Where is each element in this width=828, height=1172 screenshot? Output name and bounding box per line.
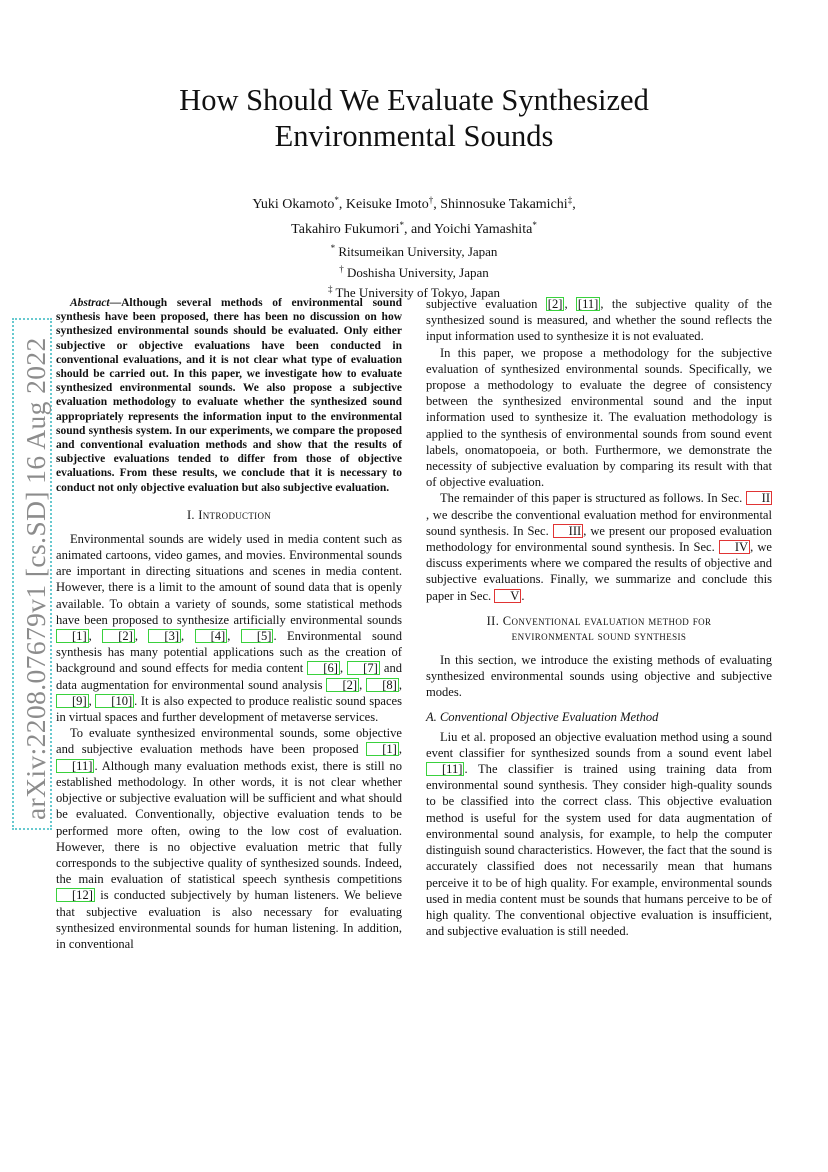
authors-line-2: [80, 215, 748, 240]
citation-link[interactable]: [11]: [426, 762, 464, 776]
author-name: Takahiro Fukumori: [291, 222, 400, 237]
section-title: Introduction: [198, 507, 272, 522]
right-column: [426, 296, 772, 939]
affiliation-mark: *: [334, 195, 339, 205]
affiliation-mark: *: [330, 243, 336, 253]
citation-link[interactable]: [7]: [347, 661, 380, 675]
affiliation-list: [80, 240, 748, 302]
subsection-heading-a: A. Conventional Objective Evaluation Method: [426, 710, 659, 725]
citation-link[interactable]: [9]: [56, 694, 89, 708]
citation-link[interactable]: [4]: [195, 629, 228, 643]
authors-line-1: [80, 190, 748, 215]
affiliation-name: Ritsumeikan University, Japan: [338, 244, 498, 259]
citation-link[interactable]: [8]: [366, 678, 399, 692]
affiliation-mark: ‡: [327, 284, 333, 294]
abstract-label: Abstract: [70, 297, 110, 309]
section-reference-link[interactable]: V: [494, 589, 521, 603]
affiliation-mark: *: [399, 220, 404, 230]
intro-paragraph-3: subjective evaluation [2] , [11] , the subjective quality of the synthesized sound is measured, and whether the sound reflects the input information used to synthesize it is not evaluated.: [426, 297, 772, 344]
section-heading-conventional: [426, 614, 772, 644]
author-name: , Keisuke Imoto: [338, 197, 429, 212]
affiliation-mark: *: [532, 220, 537, 230]
author-name: , and Yoichi Yamashita: [403, 222, 533, 237]
intro-paragraph-1: Environmental sounds are widely used in media content such as animated cartoons, video games, and movies. Environmental sounds are important in directing situations and scenes in media content. However, there is a limit to the amount of sound data that is openly available. To obtain a variety of sounds, some statistical methods have been proposed to synthesize artificially environmental sounds [1] , [2] , [3] , [4] , [5] . Environmental sound synthesis has many potential applications such as the creation of background and sound effects for media content [6] , [7] and data augmentation for environmental sound analysis [2] , [8] , [9] , [10] . It is also expected to produce realistic sound spaces in virtual spaces and further development of metaverse services.: [56, 531, 403, 725]
citation-link[interactable]: [10]: [95, 694, 134, 708]
citation-link[interactable]: [2]: [547, 297, 563, 311]
citation-link[interactable]: [3]: [148, 629, 181, 643]
section-title-line-1: II. Conventional evaluation method for: [486, 613, 712, 628]
citation-link[interactable]: [1]: [366, 742, 399, 756]
citation-link[interactable]: [5]: [241, 629, 274, 643]
section-reference-link[interactable]: III: [553, 524, 584, 538]
affiliation-name: The University of Tokyo, Japan: [335, 285, 501, 300]
section-heading-introduction: [56, 507, 402, 523]
author-name: Yuki Okamoto: [252, 197, 335, 212]
author-list: [80, 190, 748, 240]
section-reference-link[interactable]: IV: [719, 540, 750, 554]
title-line-1: How Should We Evaluate Synthesized: [179, 83, 649, 117]
left-column: [56, 296, 402, 952]
section-title-line-2: environmental sound synthesis: [511, 628, 687, 643]
section-number: I.: [186, 507, 199, 522]
citation-link[interactable]: [2]: [326, 678, 359, 692]
section-reference-link[interactable]: II: [746, 491, 772, 505]
title-block: [80, 82, 748, 302]
citation-link[interactable]: [6]: [307, 661, 340, 675]
affiliation-mark: †: [339, 263, 344, 274]
intro-paragraph-5: The remainder of this paper is structured as follows. In Sec. II, we describe the conventional evaluation method for environmental sound synthesis. In Sec. III , we present our proposed evaluation methodology for environmental sound synthesis. In Sec. IV , we discuss experiments where we compared the results of objective and subjective evaluations. Finally, we summarize and conclude this paper in Sec. V .: [426, 491, 772, 603]
affiliation-mark: ‡: [567, 195, 573, 205]
affiliation: [80, 261, 748, 282]
affiliation-name: Doshisha University, Japan: [346, 264, 489, 280]
abstract: [56, 296, 402, 495]
section2a-paragraph-1: Liu et al. proposed an objective evaluation method using a sound event classifier for synthesized sounds from a sound event label [11] . The classifier is trained using training data from environmental sound synthesis. They consider high-quality sounds to be classified into the correct class. This objective evaluation method is useful for the system used for data augmentation of environmental sound analysis, for example, to help the computer distinguish sound characteristics. However, the fact that the sound is accurately classified does not necessarily mean that humans perceive it to be of high quality. For example, environmental sounds used in media content must be sounds that humans perceive to be of high quality. The conventional objective evaluation is insufficient, and subjective evaluation is still needed.: [426, 729, 772, 939]
abstract-text: —Although several methods of environmental sound synthesis have been proposed, there has been no discussion on how synthesized environmental sounds should be evaluated. Only either subjective or objective evaluations have been conducted in conventional evaluations, and it is not clear what type of evaluation should be carried out. In this paper, we investigate how to evaluate synthesized environmental sounds. We also propose a subjective evaluation methodology to evaluate whether the synthesized sound appropriately represents the information input to the environmental sound synthesis system. In our experiments, we compare the proposed and conventional evaluation methods and show that the results of subjective evaluations tended to differ from those of objective evaluations. From these results, we conclude that it is necessary to conduct not only objective evaluation but also subjective evaluation.: [56, 297, 402, 494]
intro-paragraph-2: To evaluate synthesized environmental sounds, some objective and subjective evaluation methods have been proposed [1] , [11] . Although many evaluation methods exist, there is still no established methodology. In other words, it is not clear whether objective or subjective evaluation will be sufficient and what should be evaluated. Conventionally, objective evaluation tends to be performed more often, owing to the low cost of evaluation. However, there is no objective evaluation metric that fully corresponds to the subjective quality of synthesized sounds. Indeed, the main evaluation of statistical speech synthesis competitions [12] is conducted subjectively by human listeners. We believe that subjective evaluation is also necessary for evaluating synthesized environmental sounds for human listening. In addition, in conventional: [56, 726, 402, 951]
citation-link[interactable]: [11]: [577, 297, 599, 311]
intro-paragraph-4: In this paper, we propose a methodology for the subjective evaluation of synthesized environmental sounds. Specifically, we propose a methodology to evaluate the degree of consistency between the synthesized environmental sound and the input information used to synthesize it. The evaluation methodology is applied to the synthesis of environmental sounds from sound event labels, onomatopoeia, or both. Furthermore, we demonstrate the necessity of subjective evaluation by comparing its result with that of objective evaluation.: [426, 345, 772, 490]
author-name: , Shinnosuke Takamichi: [433, 197, 568, 212]
paper-title: [80, 82, 748, 154]
citation-link[interactable]: [2]: [102, 629, 135, 643]
title-line-2: Environmental Sounds: [274, 119, 554, 153]
arxiv-identifier[interactable]: arXiv:2208.07679v1 [cs.SD] 16 Aug 2022: [20, 337, 51, 820]
citation-link[interactable]: [1]: [56, 629, 89, 643]
citation-link[interactable]: [12]: [56, 888, 95, 902]
citation-link[interactable]: [11]: [56, 759, 94, 773]
affiliation: [80, 240, 748, 261]
section2-paragraph-1: In this section, we introduce the existing methods of evaluating synthesized environmental sounds using objective and subjective modes.: [426, 652, 772, 700]
author-separator: ,: [572, 197, 576, 212]
affiliation-mark: †: [428, 195, 434, 205]
